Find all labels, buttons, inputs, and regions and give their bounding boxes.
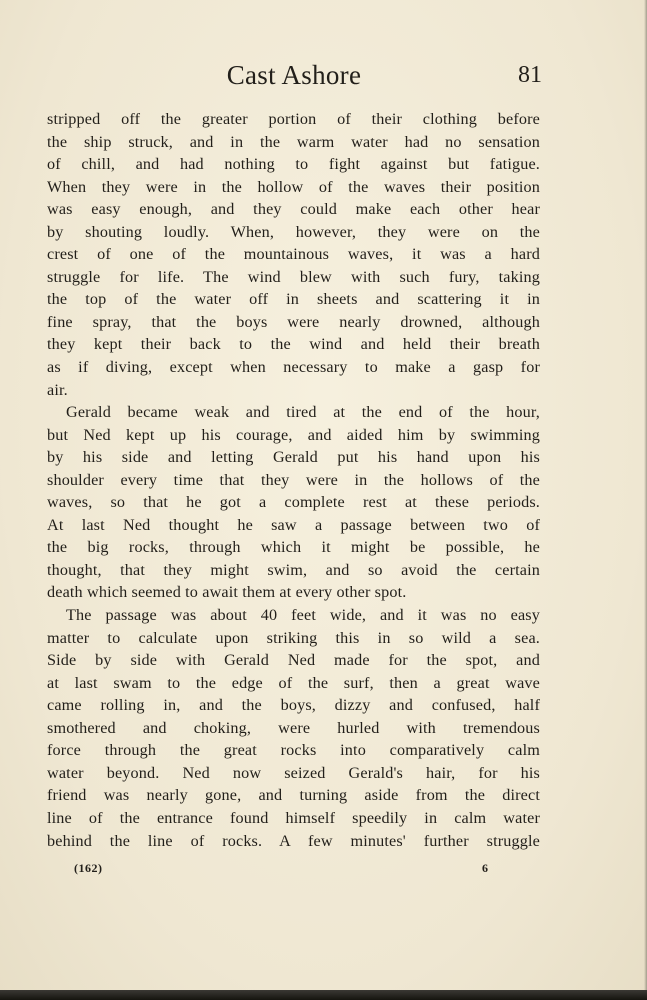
text-line: matter to calculate upon striking this in so wild a sea. [47, 628, 540, 647]
text-line: stripped off the greater portion of their clothing before [47, 110, 540, 128]
text-line: fine spray, that the boys were nearly drowned, although [47, 312, 540, 331]
text-line: behind the line of rocks. A few minutes' further struggle [47, 831, 540, 850]
text-line: was easy enough, and they could make each other hear [47, 200, 540, 219]
printer-signature: (162) [74, 861, 103, 875]
text-line: shoulder every time that they were in the hollows of the [47, 470, 540, 489]
text-line: thought, that they might swim, and so avoid the certain [47, 560, 540, 579]
page-number: 81 [518, 62, 542, 88]
text-line: by his side and letting Gerald put his hand upon his [47, 448, 540, 467]
text-line: struggle for life. The wind blew with such fury, taking [47, 267, 540, 286]
text-line: crest of one of the mountainous waves, it was a hard [47, 245, 540, 264]
page-footer [0, 861, 647, 881]
text-line: the big rocks, through which it might be possible, he [47, 538, 540, 557]
text-line: air. [47, 380, 68, 399]
text-line: smothered and choking, were hurled with tremendous [47, 718, 540, 737]
running-title: Cast Ashore [226, 60, 362, 90]
body-text [47, 108, 540, 852]
text-line: the ship struck, and in the warm water had no sensation [47, 132, 540, 151]
text-line: At last Ned thought he saw a passage between two of [47, 515, 540, 534]
text-line: When they were in the hollow of the waves their position [47, 177, 540, 196]
text-line: water beyond. Ned now seized Gerald's hair, for his [47, 763, 540, 782]
text-line: they kept their back to the wind and held their breath [47, 335, 540, 354]
text-line: friend was nearly gone, and turning aside from the direct [47, 786, 540, 805]
text-line: waves, so that he got a complete rest at these periods. [47, 493, 540, 512]
text-line: came rolling in, and the boys, dizzy and confused, half [47, 696, 540, 715]
text-line: by shouting loudly. When, however, they were on the [47, 222, 540, 241]
text-line: Side by side with Gerald Ned made for the spot, and [47, 651, 540, 670]
scan-bottom-border [0, 990, 647, 1000]
text-line: death which seemed to await them at every other spot. [47, 583, 407, 602]
text-line: but Ned kept up his courage, and aided him by swimming [47, 425, 540, 444]
gathering-mark: 6 [482, 861, 488, 875]
text-line: force through the great rocks into comparatively calm [47, 741, 540, 760]
text-line: the top of the water off in sheets and scattering it in [47, 290, 540, 309]
text-line: of chill, and had nothing to fight against but fatigue. [47, 155, 540, 174]
text-line: as if diving, except when necessary to make a gasp for [47, 358, 540, 377]
paragraph-start-line: Gerald became weak and tired at the end of the hour, [66, 403, 540, 422]
text-line: line of the entrance found himself speedily in calm water [47, 808, 540, 827]
page-header [0, 58, 647, 98]
text-line: at last swam to the edge of the surf, then a great wave [47, 673, 540, 692]
paragraph-start-line: The passage was about 40 feet wide, and it was no easy [66, 606, 540, 625]
